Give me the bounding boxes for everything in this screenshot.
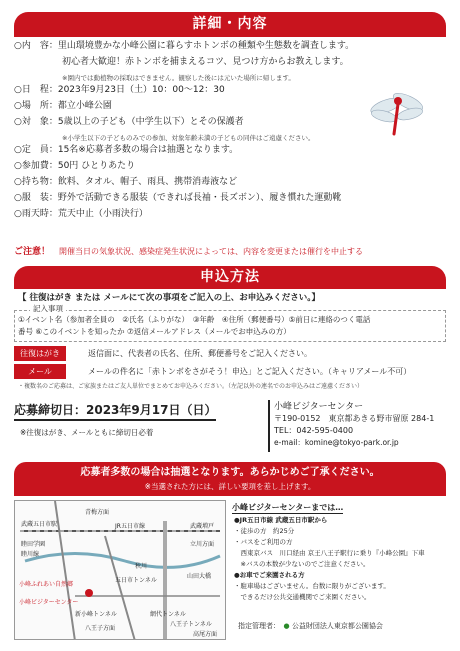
details-row xyxy=(62,73,295,84)
details-text: 初心者大歓迎！赤トンボを捕まえるコツ、見つけ方からお教えします。 xyxy=(62,57,349,67)
details-row xyxy=(14,177,237,188)
center-email: e-mail：komine@tokyo-park.or.jp xyxy=(274,438,399,447)
details-text: 2023年9月23日（土）10：00～12：30 xyxy=(57,85,225,95)
access-line: ・徒歩の方 約25分 xyxy=(234,527,295,535)
postcard-text: 返信面に、代表者の氏名、住所、郵便番号をご記入ください。 xyxy=(88,349,312,358)
details-text: ※小学生以下の子どものみでの参加、対象年齢未満の子どもの同伴はご遠慮ください。 xyxy=(62,134,315,142)
map-label: 高尾方面 xyxy=(193,631,218,638)
access-line: ●お車でご来園される方 xyxy=(234,571,305,579)
access-map xyxy=(14,500,226,640)
multi-note: ・複数名のご応募は、ご家族またはご友人単位でまとめてお申込みください。（左記以外の連名でのお申込みはご遠慮ください） xyxy=(18,383,364,390)
map-label: 八王子トンネル xyxy=(170,621,212,628)
details-label: ○内 容： xyxy=(14,41,58,51)
map-label: 小峰ふれあい自然郷 xyxy=(19,581,74,588)
details-text: 50円 ひとりあたり xyxy=(57,161,136,171)
details-label: ○場 所： xyxy=(14,101,58,111)
map-label: 山田大橋 xyxy=(187,573,212,580)
dragonfly-illustration xyxy=(368,88,428,136)
center-address: 〒190-0152 東京都あきる野市留原 284-1 xyxy=(274,414,435,423)
mail-tag: メール xyxy=(14,364,66,379)
details-label: ○対 象： xyxy=(14,117,58,127)
details-row xyxy=(14,145,238,156)
details-text: 15名※応募者多数の場合は抽選となります。 xyxy=(57,145,239,155)
map-label: 五日市トンネル xyxy=(115,577,157,584)
details-text: 里山環境豊かな小峰公園に暮らすホトンボの種類や生態数を調査します。 xyxy=(57,41,355,51)
details-row xyxy=(14,117,244,128)
details-text: 野外で活動できる服装（できれば長袖・長ズボン）、履き慣れた運動靴 xyxy=(57,193,342,203)
details-row xyxy=(14,193,341,204)
details-row xyxy=(14,161,135,172)
details-row xyxy=(14,209,148,220)
access-line: ※バスの本数が少ないのでご注意ください。 xyxy=(234,560,370,568)
map-label: 網代トンネル xyxy=(150,611,186,618)
details-text: ※園内では動植物の採取はできません。観察した後には元いた場所に帰します。 xyxy=(62,74,295,82)
details-text: 5歳以上の子ども（中学生以下）とその保護者 xyxy=(57,117,244,127)
center-tel: TEL：042-595-0400 xyxy=(274,426,354,435)
details-label: ○定 員： xyxy=(14,145,58,155)
access-title: 小峰ビジターセンターまでは… xyxy=(232,503,344,512)
access-line: ・駐車場はございません。台数に限りがございます。 xyxy=(234,582,390,590)
details-row xyxy=(62,133,314,144)
details-header: 詳細・内容 xyxy=(14,12,446,36)
map-label: 睦田学園 xyxy=(21,541,46,548)
items-line2: 番号 ⑥このイベントを知ったか ⑦返信メールアドレス（メールでお申込みの方） xyxy=(18,327,291,336)
details-row xyxy=(14,101,112,112)
map-label: 立川方面 xyxy=(190,541,215,548)
caution: ご注意！ 開催当日の気象状況、感染症発生状況によっては、内容を変更または催行を中止する xyxy=(14,247,364,257)
items-line1: ①イベント名（参加者全員の ②氏名（ふりがな） ③年齢 ④住所（郵便番号）⑤前日に連絡のつく電話 xyxy=(18,315,371,324)
manager: 指定管理者： ● 公益財団法人東京都公園協会 xyxy=(238,622,383,630)
items-title: 記入事項 xyxy=(30,304,66,313)
details-text: 荒天中止（小雨決行） xyxy=(57,209,148,219)
access-line: ・バスをご利用の方 xyxy=(234,538,293,546)
map-label: 青梅方面 xyxy=(85,509,110,516)
map-label: 武蔵五日市駅 xyxy=(21,521,58,528)
details-label: ○雨天時： xyxy=(14,209,58,219)
details-text: 飲料、タオル、帽子、雨具、携帯消毒液など xyxy=(57,177,238,187)
lottery-text: 応募者多数の場合は抽選となります。あらかじめご了承ください。 xyxy=(80,467,380,478)
center-name: 小峰ビジターセンター xyxy=(274,402,364,412)
mail-text: メールの件名に「赤トンボをさがそう！申込」とご記入ください。（キャリアメール不可） xyxy=(88,367,412,376)
map-label: 新小峰トンネル xyxy=(75,611,117,618)
details-label: ○日 程： xyxy=(14,85,58,95)
details-row xyxy=(14,41,354,52)
map-label: JR五日市線 xyxy=(115,523,145,530)
map-label: 秋川 xyxy=(135,563,148,570)
apply-intro: 【 往復はがき または メールにて次の事項をご記入の上、お申込みください。】 xyxy=(18,293,320,303)
details-label: ○持ち物： xyxy=(14,177,58,187)
map-label: 小峰ビジターセンター xyxy=(19,599,79,606)
deadline-note: ※往復はがき、メールともに締切日必着 xyxy=(20,428,154,437)
details-label: ○参加費： xyxy=(14,161,58,171)
apply-header: 申込方法 xyxy=(14,266,446,288)
access-line: ●JR五日市線 武蔵五日市駅から xyxy=(234,516,328,524)
lottery-sub: ※当選された方には、詳しい要項を差し上げます。 xyxy=(144,481,316,491)
details-text: 都立小峰公園 xyxy=(57,101,112,111)
access-line: できるだけ公共交通機関でご来園ください。 xyxy=(234,593,371,601)
map-label: 武蔵増戸 xyxy=(190,523,215,530)
access-line: 西東京バス 川口経由 京王八王子駅行に乗り『小峰公園』下車 xyxy=(234,549,425,557)
map-label: 睦川線 xyxy=(21,551,40,558)
deadline: 応募締切日：2023年9月17日（日） xyxy=(14,403,216,421)
details-label: ○服 装： xyxy=(14,193,58,203)
details-row xyxy=(14,85,225,96)
details-row xyxy=(62,57,349,68)
postcard-tag: 往復はがき xyxy=(14,346,66,361)
lottery-band xyxy=(14,462,446,496)
map-label: 八王子方面 xyxy=(85,625,116,632)
